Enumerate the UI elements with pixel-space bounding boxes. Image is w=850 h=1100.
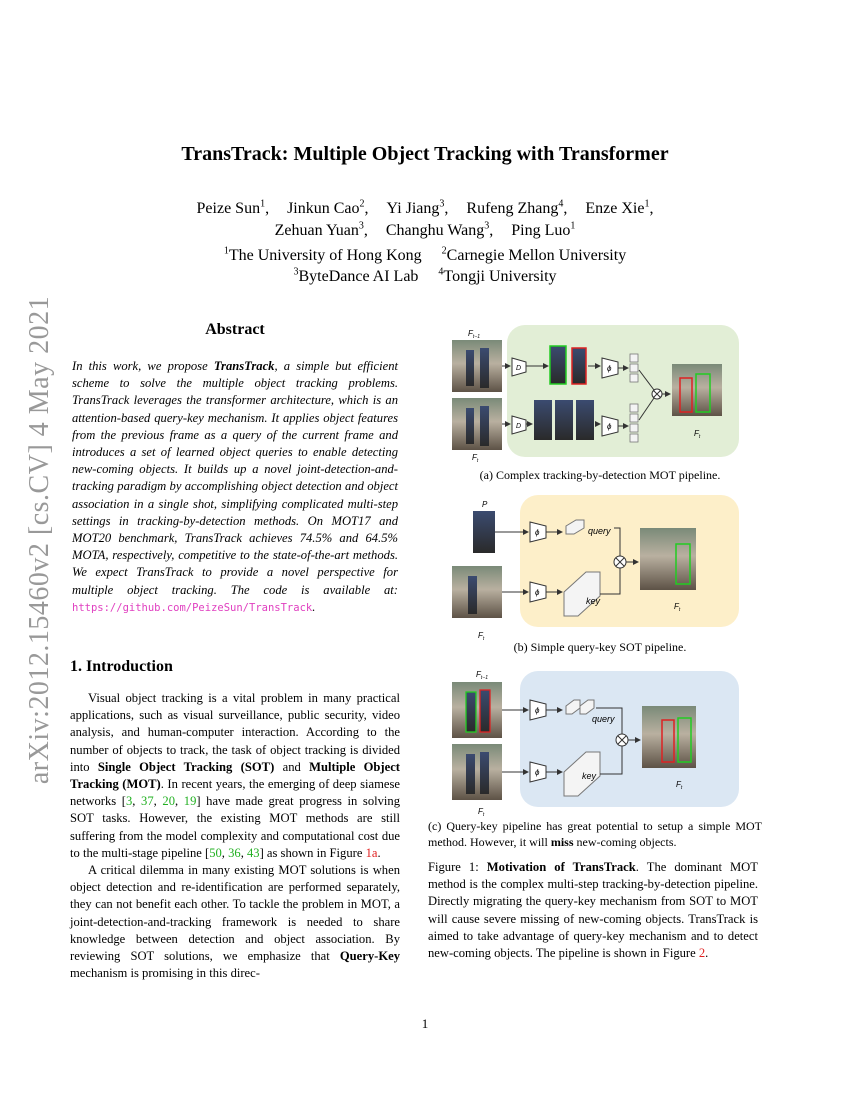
output-image	[642, 706, 696, 768]
author: Enze Xie$^1$,	[585, 198, 654, 217]
label-ft: $F_t$	[472, 453, 479, 464]
affiliation: $^4$Tongji University	[438, 266, 557, 285]
caption-b: (b) Simple query-key SOT pipeline.	[513, 640, 687, 654]
svg-text:ϕ: ϕ	[535, 588, 540, 597]
caption-c: (c) Query-key pipeline has great potential to setup a simple MOT method. However, it will miss new-coming objects.	[428, 819, 762, 849]
author: Jinkun Cao$^2$,	[287, 198, 369, 217]
frame-image	[452, 682, 502, 738]
svg-text:Ft: $F_t$	[694, 429, 701, 440]
arxiv-id: arXiv:2012.15460v2 [cs.CV] 4 May 2021	[24, 295, 55, 785]
svg-text:D: D	[516, 365, 522, 372]
svg-text:Ft: $F_t$	[676, 780, 683, 791]
abstract-body: In this work, we propose TransTrack, a simple but efficient scheme to solve the multiple object tracking problems. TransTrack leverages the transformer architecture, which is an attention-based query-key mechanism. It applies object features from the previous frame as a query of the current frame and introduces a set of learned object queries to enable detecting new-coming objects. It builds up a novel joint-detection-and-tracking paradigm by accomplishing object detection and object association in a single shot, simplifying complicated multi-step settings in tracking-by-detection methods. On MOT17 and MOT20 benchmark, TransTrack achieves 74.5% and 64.5% MOTA, respectively, competitive to the state-of-the-art methods. We expect TransTrack to provide a novel perspective for multiple object tracking. The code is available at: https://github.com/PeizeSun/TransTrack.	[72, 359, 398, 614]
author-list	[0, 198, 850, 242]
svg-text:D: D	[516, 423, 522, 430]
author: Ping Luo$^1$	[511, 220, 576, 239]
crop-patch	[550, 346, 566, 384]
section-heading-introduction: 1. Introduction	[70, 658, 173, 675]
svg-text:ϕ: ϕ	[535, 528, 540, 537]
affiliation: $^2$Carnegie Mellon University	[441, 245, 627, 264]
frame-image	[452, 398, 502, 450]
panel-b-background	[520, 495, 739, 627]
page-number: 1	[421, 1016, 429, 1031]
crop-patch	[534, 400, 552, 440]
author: Peize Sun$^1$,	[196, 198, 270, 217]
crop-patch	[555, 400, 573, 440]
paper-title: TransTrack: Multiple Object Tracking with Transformer	[181, 143, 669, 165]
svg-text:ϕ: ϕ	[607, 364, 612, 373]
svg-text:ϕ: ϕ	[535, 768, 540, 777]
svg-text:Ft: $F_t$	[478, 807, 485, 818]
citation-link[interactable]: 20	[162, 794, 175, 809]
output-image	[640, 528, 696, 590]
svg-text:P: P	[482, 500, 488, 509]
code-link[interactable]: https://github.com/PeizeSun/TransTrack	[72, 601, 313, 614]
svg-text:Ft: $F_t$	[478, 631, 485, 642]
figure-1-caption: Figure 1: Motivation of TransTrack. The dominant MOT method is the complex multi-step tracking-by-detection pipeline. Directly migrating the query-key mechanism from SOT to MOT will cause severe missing of new-coming objects. TransTrack is aimed to take advantage of query-key mechanism and to detect new-coming objects. The pipeline is shown in Figure 2.	[428, 860, 758, 961]
svg-text:ϕ: ϕ	[535, 706, 540, 715]
crop-patch	[572, 348, 586, 384]
frame-image	[452, 744, 502, 800]
query-label: query	[588, 526, 611, 536]
citation-link[interactable]: 43	[246, 845, 260, 860]
abstract-heading: Abstract	[205, 321, 265, 338]
affiliation: $^3$ByteDance AI Lab	[293, 266, 419, 285]
introduction-body	[70, 690, 400, 982]
author: Yi Jiang$^3$,	[386, 198, 449, 217]
svg-text:Ft−1: $F_{t-1}$	[476, 670, 488, 681]
author: Rufeng Zhang$^4$,	[466, 198, 568, 217]
author: Changhu Wang$^3$,	[385, 220, 494, 239]
svg-text:Ft: $F_t$	[674, 602, 681, 613]
panel-c-background	[520, 671, 739, 807]
frame-image	[452, 340, 502, 392]
citation-link[interactable]: 37	[141, 794, 154, 809]
svg-text:query: query	[592, 714, 615, 724]
citation-link[interactable]: 19	[183, 794, 197, 809]
panel-a	[452, 325, 739, 464]
figure-link[interactable]: 2	[698, 946, 706, 961]
affiliation-list	[0, 245, 850, 287]
affiliation: $^1$The University of Hong Kong	[223, 245, 422, 264]
citation-link[interactable]: 50	[209, 845, 222, 860]
arxiv-side-stamp	[16, 290, 64, 790]
figure-1	[440, 320, 760, 820]
paragraph: A critical dilemma in many existing MOT solutions is when object detection and re-identification are performed separately, they can not benefit each other. To tackle the problem in MOT, a joint-detection-and-tracking framework is needed to share knowledge between detection and object association. By reviewing SOT solutions, we emphasize that Query-Key mechanism is promising in this direc-	[70, 863, 400, 981]
author: Zehuan Yuan$^3$,	[274, 220, 368, 239]
citation-link[interactable]: 36	[228, 845, 241, 860]
template-patch	[473, 511, 495, 553]
figure-link[interactable]: 1a	[365, 845, 378, 860]
key-label: key	[586, 596, 601, 606]
paragraph: Visual object tracking is a vital problem in many practical applications, such as visual surveillance, public security, video analysis, and human-computer interaction. According to the number of objects to track, the task of object tracking is divided into Single Object Tracking (SOT) and Multiple Object Tracking (MOT). In recent years, the emerging of deep siamese networks [3, 37, 20, 19] have made great progress in solving SOT tasks. However, the existing MOT methods are still suffering from the model complexity and computational cost due to the multi-stage pipeline [50, 36, 43] as shown in Figure 1a.	[70, 691, 401, 860]
citation-link[interactable]: 3	[125, 794, 133, 809]
svg-text:ϕ: ϕ	[607, 422, 612, 431]
label-ft-prev: $F_{t-1}$	[468, 329, 480, 340]
method-name: TransTrack	[213, 359, 275, 373]
panel-b	[452, 495, 739, 642]
caption-a: (a) Complex tracking-by-detection MOT pipeline.	[479, 468, 721, 482]
crop-patch	[576, 400, 594, 440]
svg-text:key: key	[582, 771, 597, 781]
panel-c	[452, 670, 739, 818]
